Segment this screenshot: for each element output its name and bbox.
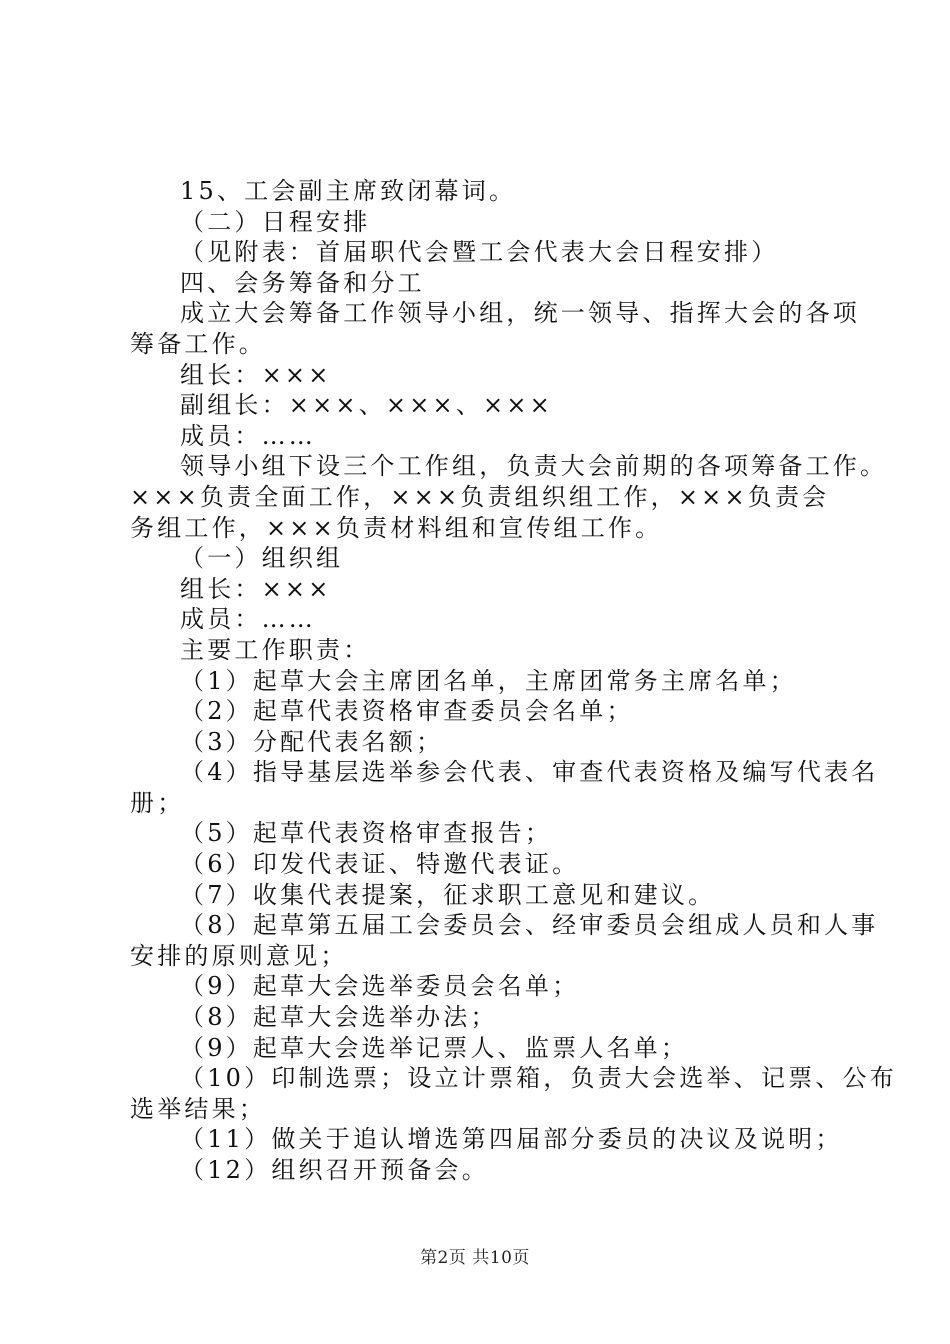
text-line: 筹备工作。 (130, 329, 266, 358)
text-line: （12）组织召开预备会。 (180, 1156, 489, 1184)
text-line: 四、会务筹备和分工 (180, 268, 425, 297)
text-line: （9）起草大会选举委员会名单； (180, 972, 580, 1001)
text-line: （5）起草代表资格审查报告； (180, 819, 553, 848)
text-line: 成员：…… (180, 605, 316, 634)
text-line: 成立大会筹备工作领导小组，统一领导、指挥大会的各项 (180, 299, 860, 328)
text-line: （11）做关于追认增选第四届部分委员的决议及说明； (180, 1125, 843, 1154)
page-footer: 第2页 共10页 (420, 1248, 530, 1268)
text-line: 主要工作职责： (180, 635, 371, 664)
text-line: （6）印发代表证、特邀代表证。 (180, 850, 580, 879)
text-line: （二）日程安排 (180, 207, 371, 236)
text-line: 组长：××× (180, 360, 332, 389)
text-line: （8）起草大会选举办法； (180, 1003, 498, 1032)
text-line: （1）起草大会主席团名单，主席团常务主席名单； (180, 666, 797, 695)
text-line: （10）印制选票；设立计票箱，负责大会选举、记票、公布 (180, 1064, 897, 1093)
text-line: 安排的原则意见； (130, 941, 348, 970)
text-line: 册； (130, 788, 185, 817)
text-line: （一）组织组 (180, 544, 344, 573)
text-line: 务组工作，×××负责材料组和宣传组工作。 (130, 513, 663, 542)
text-line: （2）起草代表资格审查委员会名单； (180, 697, 634, 726)
text-line: 成员：…… (180, 421, 316, 450)
text-line: （8）起草第五届工会委员会、经审委员会组成人员和人事 (180, 911, 879, 940)
text-line: （见附表：首届职代会暨工会代表大会日程安排） (180, 238, 779, 267)
text-line: 组长：××× (180, 574, 332, 603)
text-line: ×××负责全面工作，×××负责组织组工作，×××负责会 (130, 482, 830, 511)
text-line: （4）指导基层选举参会代表、审查代表资格及编写代表名 (180, 758, 879, 787)
text-line: 领导小组下设三个工作组，负责大会前期的各项筹备工作。 (180, 452, 888, 481)
text-line: 15、工会副主席致闭幕词。 (180, 177, 517, 205)
text-line: 副组长：×××、×××、××× (180, 391, 553, 420)
text-line: 选举结果； (130, 1094, 266, 1123)
text-line: （9）起草大会选举记票人、监票人名单； (180, 1033, 689, 1062)
text-line: （3）分配代表名额； (180, 727, 444, 756)
text-line: （7）收集代表提案，征求职工意见和建议。 (180, 880, 716, 909)
document-body (130, 176, 897, 1186)
